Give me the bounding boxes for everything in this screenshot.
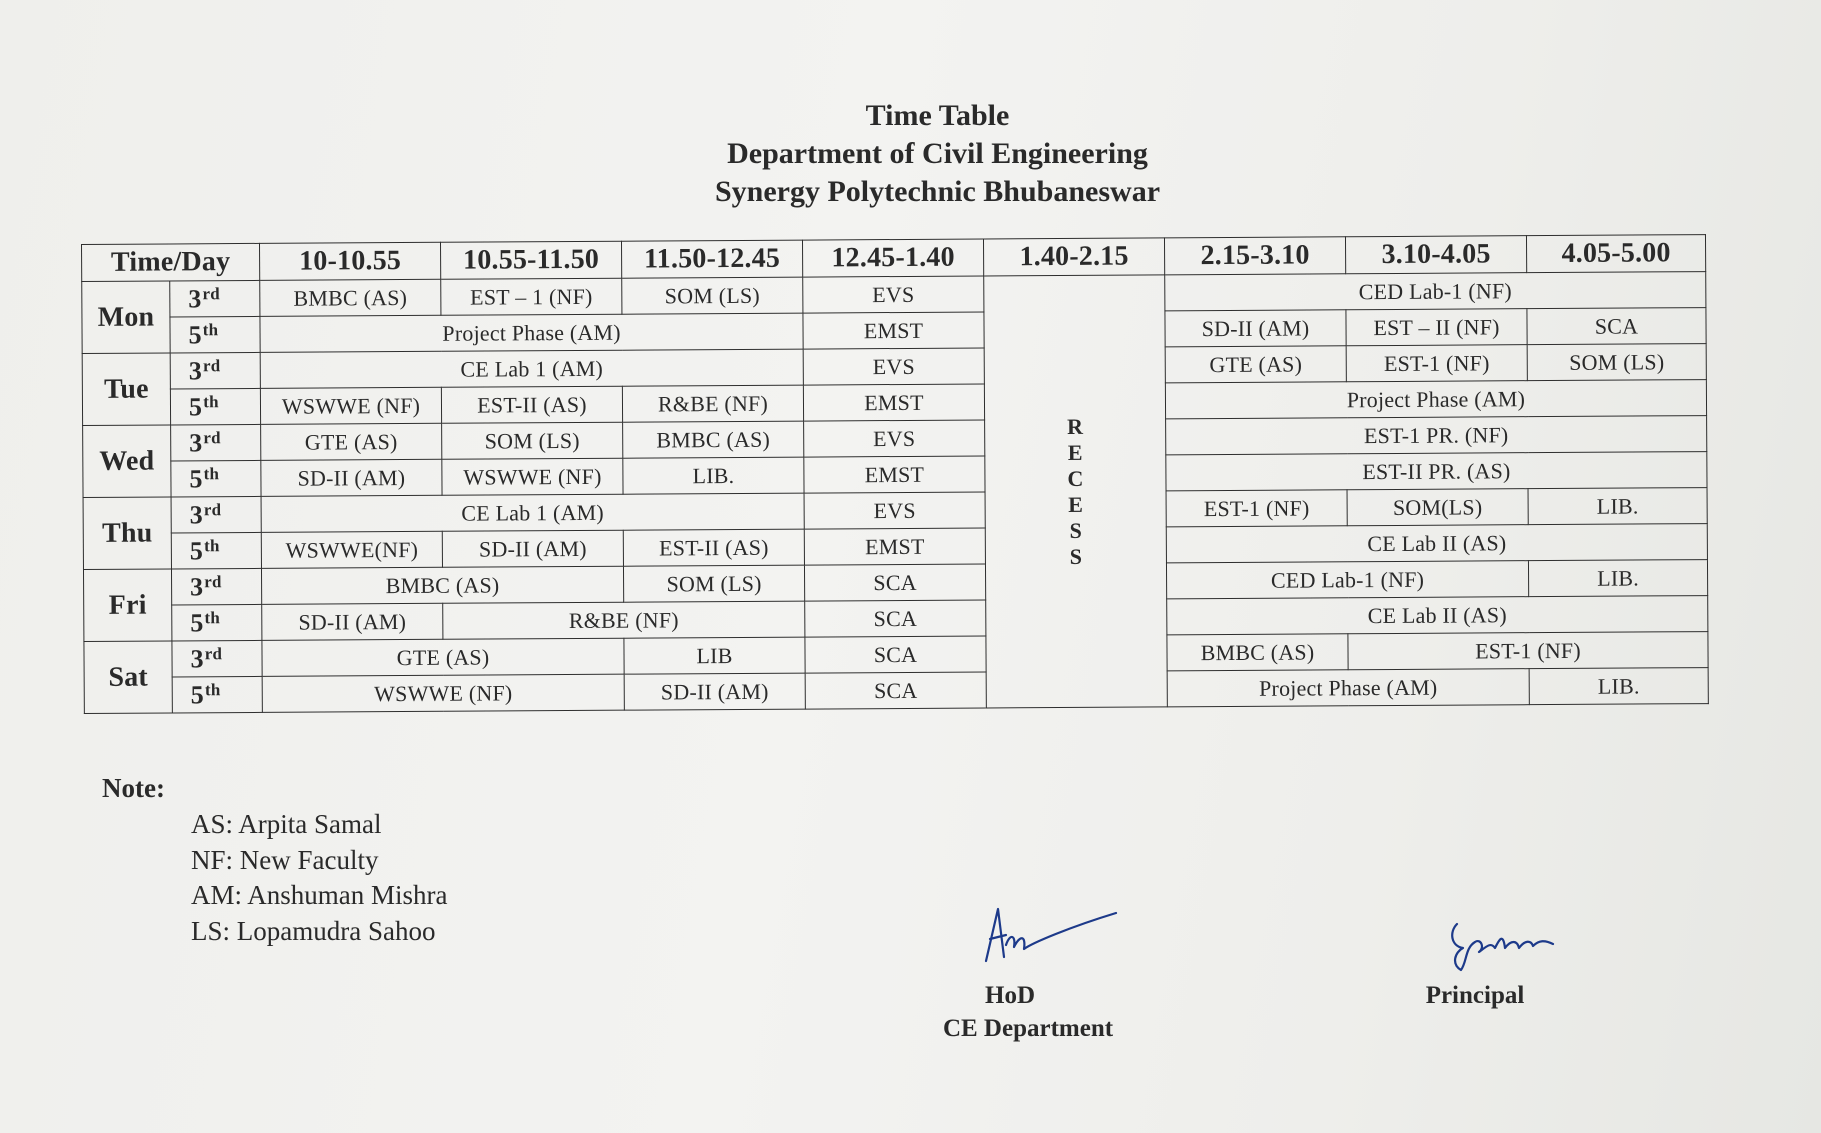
class-cell: EST – II (NF)	[1346, 309, 1527, 346]
class-cell: SOM (LS)	[622, 277, 803, 314]
semester-label: 3rd	[171, 496, 261, 533]
class-cell: EMST	[804, 456, 985, 493]
class-cell: SCA	[804, 564, 985, 601]
class-cell: EST-1 (NF)	[1346, 345, 1527, 382]
class-cell: EST-II (AS)	[623, 529, 804, 566]
class-cell: CE Lab 1 (AM)	[260, 349, 803, 388]
semester-label: 3rd	[170, 280, 260, 317]
note-item: AS: Arpita Samal	[191, 809, 382, 839]
slot-header: 10-10.55	[259, 242, 440, 280]
note-item: AM: Anshuman Mishra	[191, 880, 448, 910]
day-label: Mon	[82, 281, 170, 354]
class-cell: LIB.	[1529, 668, 1708, 705]
hod-department-label: CE Department	[942, 1015, 1114, 1042]
hod-signature	[980, 905, 1120, 965]
class-cell: EVS	[803, 348, 984, 385]
note-item: LS: Lopamudra Sahoo	[191, 915, 436, 946]
class-cell: SCA	[1527, 308, 1706, 345]
principal-label: Principal	[1425, 982, 1525, 1009]
slot-header: 4.05-5.00	[1526, 235, 1705, 273]
slot-header: 3.10-4.05	[1345, 236, 1526, 274]
slot-header: 11.50-12.45	[621, 240, 802, 278]
day-label: Thu	[83, 497, 171, 570]
slot-header: 10.55-11.50	[440, 241, 621, 279]
class-cell: EST-1 (NF)	[1348, 632, 1708, 670]
timetable	[81, 234, 1709, 714]
class-cell: GTE (AS)	[1165, 346, 1346, 383]
class-cell: CE Lab 1 (AM)	[261, 493, 804, 532]
class-cell: Project Phase (AM)	[1167, 669, 1529, 707]
recess-letter: E	[1068, 491, 1084, 517]
class-cell: WSWWE (NF)	[260, 387, 441, 424]
semester-label: 3rd	[172, 640, 262, 677]
recess-letter: S	[1069, 543, 1083, 569]
semester-label: 3rd	[171, 568, 261, 605]
slot-header: 2.15-3.10	[1164, 237, 1345, 275]
note-item: NF: New Faculty	[191, 844, 379, 875]
semester-label: 5th	[171, 460, 261, 497]
class-cell: CED Lab-1 (NF)	[1166, 561, 1528, 599]
class-cell: SCA	[805, 672, 986, 709]
class-cell: SOM(LS)	[1347, 489, 1528, 526]
class-cell: BMBC (AS)	[1167, 634, 1348, 671]
class-cell: EST-1 PR. (NF)	[1166, 416, 1707, 455]
class-cell: SD-II (AM)	[1165, 310, 1346, 347]
time-day-corner: Time/Day	[82, 243, 260, 281]
class-cell: SOM (LS)	[623, 565, 804, 602]
class-cell: SD-II (AM)	[442, 530, 623, 567]
class-cell: EST-1 (NF)	[1166, 490, 1347, 527]
class-cell: BMBC (AS)	[260, 279, 441, 316]
class-cell: CE Lab II (AS)	[1167, 596, 1708, 635]
class-cell: BMBC (AS)	[261, 566, 623, 604]
day-label: Wed	[83, 425, 171, 498]
class-cell: LIB.	[623, 457, 804, 494]
slot-header: 12.45-1.40	[802, 239, 983, 277]
class-cell: LIB	[624, 637, 805, 674]
class-cell: GTE (AS)	[262, 638, 624, 676]
class-cell: R&BE (NF)	[443, 601, 805, 639]
semester-label: 5th	[170, 388, 260, 425]
hod-label: HoD	[985, 982, 1035, 1009]
header-institution: Synergy Polytechnic Bhubaneswar	[714, 175, 1161, 208]
class-cell: BMBC (AS)	[623, 421, 804, 458]
class-cell: EMST	[803, 384, 984, 421]
day-label: Sat	[84, 641, 172, 714]
class-cell: EMST	[803, 312, 984, 349]
class-cell: SD-II (AM)	[624, 673, 805, 710]
class-cell: R&BE (NF)	[622, 385, 803, 422]
semester-label: 5th	[171, 532, 261, 569]
class-cell: LIB.	[1528, 560, 1707, 597]
class-cell: SD-II (AM)	[262, 603, 443, 640]
class-cell: SCA	[805, 600, 986, 637]
class-cell: SOM (LS)	[442, 422, 623, 459]
header-title: Time Table	[865, 99, 1010, 132]
class-cell: EST-II (AS)	[441, 386, 622, 423]
class-cell: EMST	[804, 528, 985, 565]
class-cell: CE Lab II (AS)	[1166, 524, 1707, 563]
class-cell: CED Lab-1 (NF)	[1165, 272, 1706, 311]
slot-header: 1.40-2.15	[983, 238, 1164, 276]
class-cell: WSWWE(NF)	[261, 531, 442, 568]
recess-letter: C	[1067, 465, 1084, 491]
recess-letter: R	[1067, 413, 1084, 439]
recess-letter: E	[1067, 439, 1083, 465]
class-cell: GTE (AS)	[261, 423, 442, 460]
class-cell: SOM (LS)	[1527, 344, 1706, 381]
class-cell: Project Phase (AM)	[1165, 380, 1706, 419]
document-header	[0, 97, 1821, 211]
class-cell: WSWWE (NF)	[442, 458, 623, 495]
recess-letter: S	[1069, 517, 1083, 543]
semester-label: 5th	[172, 676, 262, 713]
class-cell: SD-II (AM)	[261, 459, 442, 496]
semester-label: 5th	[172, 604, 262, 641]
note-title: Note:	[102, 773, 165, 803]
note-list	[191, 807, 448, 949]
semester-label: 3rd	[170, 352, 260, 389]
class-cell: Project Phase (AM)	[260, 313, 803, 352]
day-label: Fri	[83, 569, 171, 642]
day-label: Tue	[82, 353, 170, 426]
class-cell: EST – 1 (NF)	[441, 278, 622, 315]
principal-signature	[1445, 918, 1560, 978]
class-cell: EVS	[803, 276, 984, 313]
class-cell: EVS	[804, 420, 985, 457]
class-cell: SCA	[805, 636, 986, 673]
recess-column	[984, 275, 1168, 708]
semester-label: 3rd	[171, 424, 261, 461]
class-cell: EST-II PR. (AS)	[1166, 452, 1707, 491]
header-department: Department of Civil Engineering	[727, 137, 1148, 170]
semester-label: 5th	[170, 316, 260, 353]
class-cell: EVS	[804, 492, 985, 529]
class-cell: LIB.	[1528, 488, 1707, 525]
class-cell: WSWWE (NF)	[262, 674, 624, 712]
